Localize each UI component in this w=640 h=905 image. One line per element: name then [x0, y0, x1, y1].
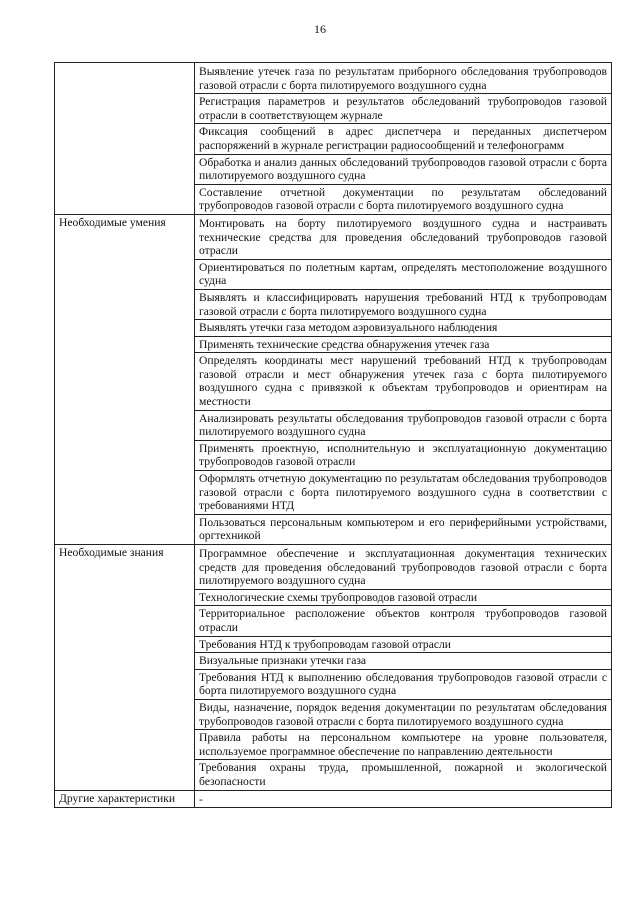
list-item: Технологические схемы трубопроводов газовой отрасли — [195, 589, 611, 606]
list-item: Программное обеспечение и эксплуатационная документация технических средств для проведения обследований трубопроводов газовой отрасли с борта пилотируемого воздушного судна — [199, 547, 607, 588]
list-item: Выявление утечек газа по результатам приборного обследования трубопроводов газовой отрасли с борта пилотируемого воздушного судна — [199, 65, 607, 92]
row-label-cell — [55, 545, 195, 791]
list-item: Фиксация сообщений в адрес диспетчера и переданных диспетчером распоряжений в журнале регистрации радиосообщений и телефонограмм — [195, 123, 611, 153]
list-item: Составление отчетной документации по результатам обследований трубопроводов газовой отрасли с борта пилотируемого воздушного судна — [195, 184, 611, 214]
row-label-cell — [55, 790, 195, 808]
row-items-cell — [195, 63, 612, 215]
list-item: Выявлять утечки газа методом аэровизуального наблюдения — [195, 319, 611, 336]
row-label: Другие характеристики — [59, 791, 176, 805]
list-item: Правила работы на персональном компьютере на уровне пользователя, используемое программное обеспечение по направлению деятельности — [195, 729, 611, 759]
list-item: Обработка и анализ данных обследований трубопроводов газовой отрасли с борта пилотируемого воздушного судна — [195, 154, 611, 184]
list-item: Ориентироваться по полетным картам, определять местоположение воздушного судна — [195, 259, 611, 289]
list-item: Определять координаты мест нарушений требований НТД к трубопроводам газовой отрасли и мест обнаружения утечек газа с борта пилотируемого воздушного судна с привязкой к объектам трубопроводов и ориентирам на местности — [195, 352, 611, 409]
row-items-cell — [195, 545, 612, 791]
page-number: 16 — [314, 22, 326, 36]
table-row-knowledge — [55, 545, 612, 791]
table-row-other — [55, 790, 612, 808]
row-label-cell — [55, 214, 195, 544]
table-row-actions — [55, 63, 612, 215]
list-item: Выявлять и классифицировать нарушения требований НТД к трубопроводам газовой отрасли с борта пилотируемого воздушного судна — [195, 289, 611, 319]
row-items-cell — [195, 214, 612, 544]
list-item: Визуальные признаки утечки газа — [195, 652, 611, 669]
list-item: Монтировать на борту пилотируемого воздушного судна и настраивать технические средства для проведения обследований трубопроводов газовой отрасли — [199, 216, 607, 258]
list-item: Территориальное расположение объектов контроля трубопроводов газовой отрасли — [195, 605, 611, 635]
list-item: Регистрация параметров и результатов обследований трубопроводов газовой отрасли в соответствующем журнале — [195, 93, 611, 123]
list-item: - — [199, 792, 203, 806]
list-item: Требования НТД к выполнению обследования трубопроводов газовой отрасли с борта пилотируемого воздушного судна — [195, 669, 611, 699]
list-item: Требования охраны труда, промышленной, пожарной и экологической безопасности — [195, 759, 611, 789]
list-item: Анализировать результаты обследования трубопроводов газовой отрасли с борта пилотируемого воздушного судна — [195, 410, 611, 440]
list-item: Требования НТД к трубопроводам газовой отрасли — [195, 636, 611, 653]
row-items-cell — [195, 790, 612, 808]
row-label-cell — [55, 63, 195, 215]
list-item: Применять проектную, исполнительную и эксплуатационную документацию трубопроводов газовой отрасли — [195, 440, 611, 470]
row-label: Необходимые умения — [59, 215, 166, 229]
competency-table — [54, 62, 612, 808]
list-item: Пользоваться персональным компьютером и его периферийными устройствами, оргтехникой — [195, 514, 611, 544]
list-item: Применять технические средства обнаружения утечек газа — [195, 336, 611, 353]
table-row-skills — [55, 214, 612, 544]
list-item: Виды, назначение, порядок ведения документации по результатам обследования трубопроводов газовой отрасли с борта пилотируемого воздушного судна — [195, 699, 611, 729]
row-label: Необходимые знания — [59, 546, 164, 559]
list-item: Оформлять отчетную документацию по результатам обследования трубопроводов газовой отрасли с борта пилотируемого воздушного судна в соответствии с требованиями НТД — [195, 470, 611, 514]
